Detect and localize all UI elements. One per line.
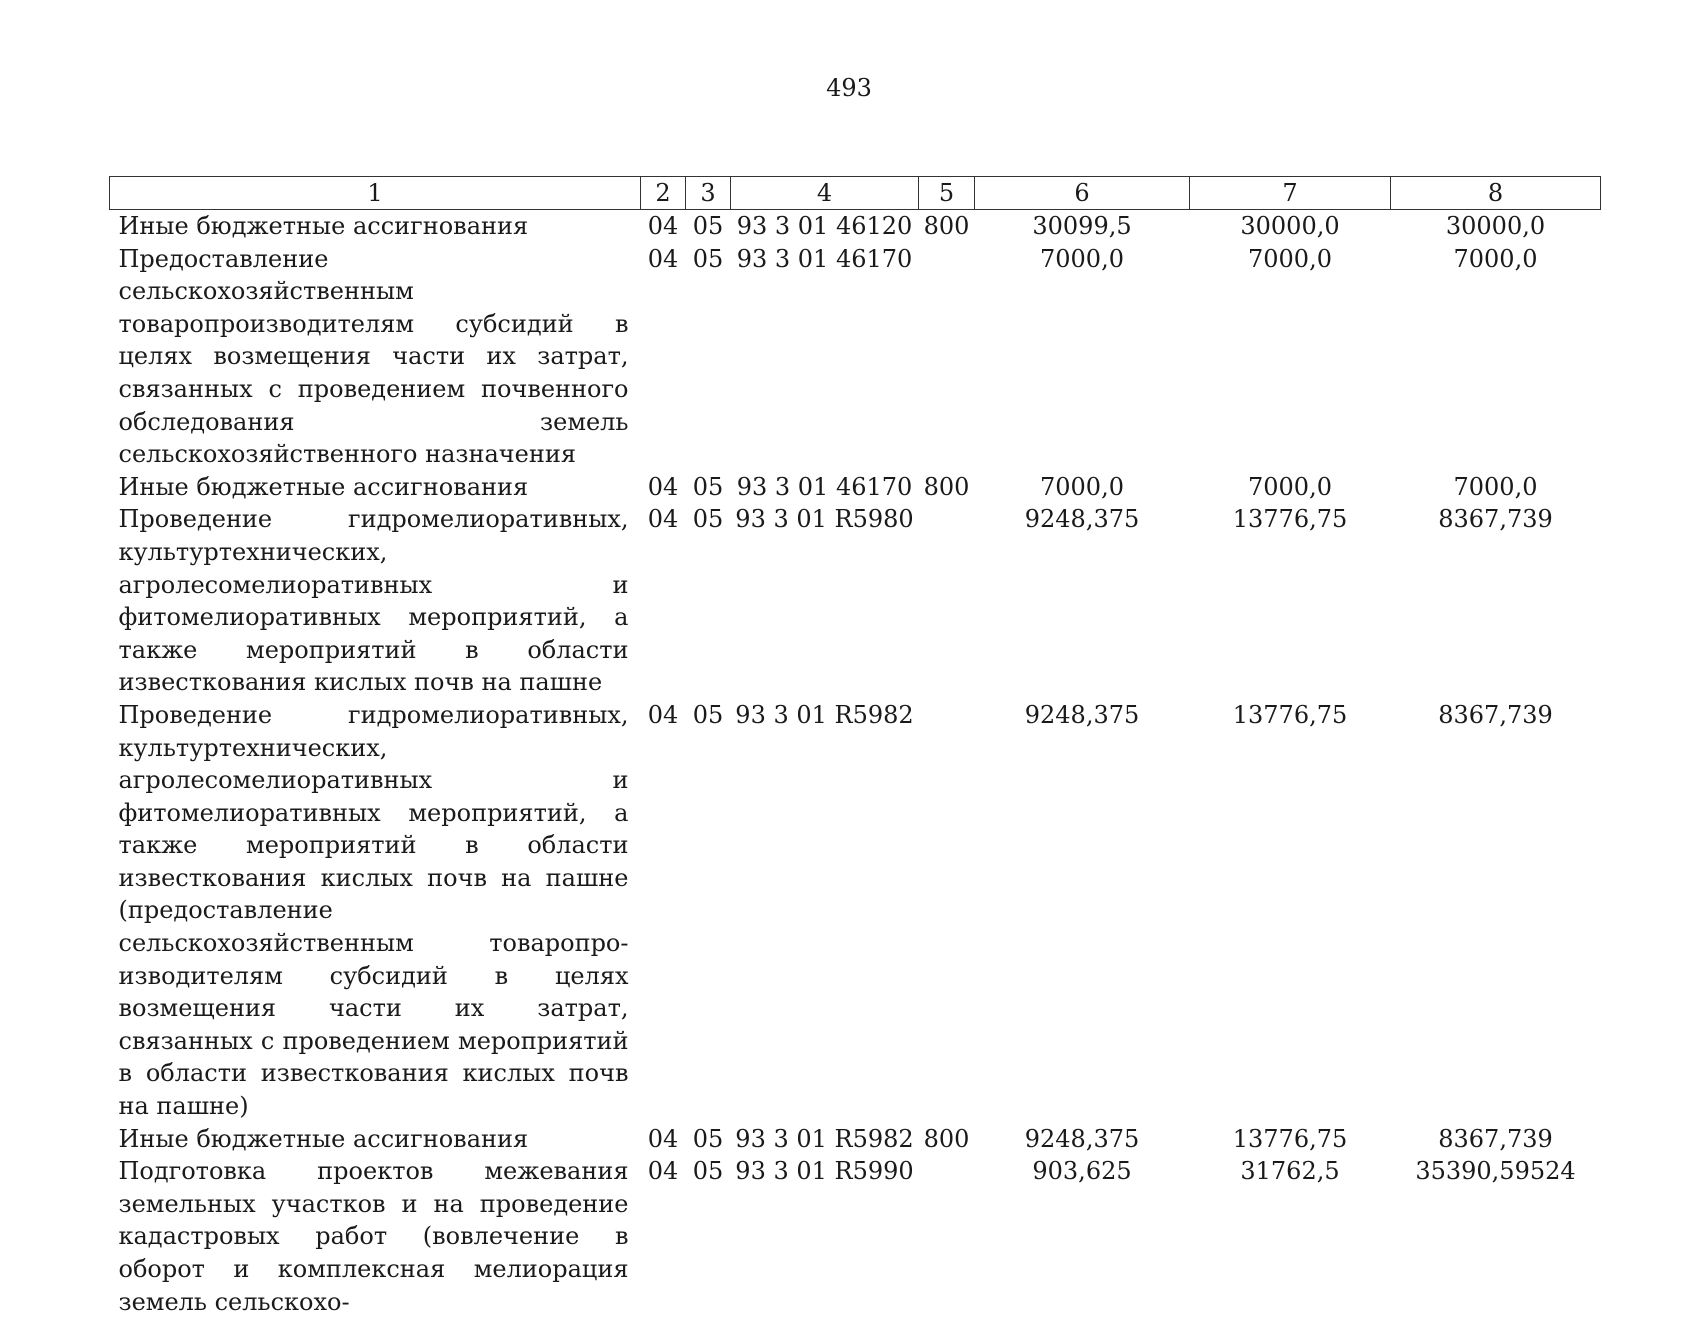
- row-amount-6: 9248,375: [1024, 700, 1140, 729]
- row-expense-type: [919, 699, 975, 1123]
- row-expense-type: [919, 503, 975, 699]
- row-name: Иные бюджетные ассигнования: [118, 1124, 529, 1153]
- row-target-item: 93 3 01 46170: [736, 472, 913, 501]
- row-expense-type: 800: [923, 1124, 970, 1153]
- row-amount-6: 7000,0: [1040, 244, 1124, 273]
- column-header-8: 8: [1391, 177, 1601, 210]
- row-amount-6: 9248,375: [1024, 1124, 1140, 1153]
- row-amount-8: 8367,739: [1438, 700, 1553, 729]
- row-amount-6: 903,625: [1032, 1157, 1132, 1186]
- table-row: [110, 1155, 1601, 1318]
- row-target-item: 93 3 01 46120: [736, 212, 913, 240]
- row-amount-7: 13776,75: [1232, 505, 1348, 534]
- row-amount-8: 7000,0: [1453, 472, 1538, 501]
- row-expense-type: 800: [923, 472, 970, 501]
- row-amount-8: 35390,59524: [1415, 1157, 1576, 1186]
- page-number: 493: [826, 74, 872, 102]
- row-amount-7: 7000,0: [1248, 244, 1332, 273]
- row-amount-8: 7000,0: [1453, 244, 1538, 273]
- row-amount-7: 31762,5: [1240, 1157, 1340, 1186]
- row-subsection: 05: [692, 1124, 724, 1153]
- row-subsection: 05: [692, 212, 724, 240]
- row-section: 04: [647, 1157, 679, 1186]
- row-name: Проведение гидромелиоративных, культуртехнических, агролесомелиоративных и фитомелиоративных мероприятий, а также мероприятий в области известкования кислых почв на пашне: [118, 505, 629, 697]
- row-target-item: 93 3 01 R5990: [735, 1157, 914, 1186]
- row-amount-7: 7000,0: [1248, 472, 1332, 501]
- row-section: 04: [647, 1124, 679, 1153]
- row-amount-7: 13776,75: [1232, 700, 1348, 729]
- column-header-1: 1: [110, 177, 641, 210]
- row-subsection: 05: [692, 505, 724, 534]
- row-target-item: 93 3 01 R5982: [735, 1124, 914, 1153]
- row-section: 04: [647, 212, 679, 240]
- column-header-6: 6: [975, 177, 1190, 210]
- row-section: 04: [647, 244, 679, 273]
- table-row: [110, 243, 1601, 471]
- row-amount-6: 30099,5: [1032, 212, 1132, 240]
- row-name: Подготовка проектов межевания земельных участков и на проведение кадастровых работ (вовлечение в оборот и комплексная мелиорация земель сельскохо-: [118, 1157, 629, 1316]
- table-row: [110, 471, 1601, 504]
- row-name: Проведение гидромелиоративных, культуртехнических, агролесомелиоративных и фитомелиоративных мероприятий, а также мероприятий в области известкования кислых почв на пашне (предоставление сельскохозяйственным товаропроизводителям субсидий в целях возмещения части их затрат, связанных с проведением мероприятий в области известкования кислых почв на пашне): [118, 700, 629, 1121]
- row-target-item: 93 3 01 R5980: [735, 505, 914, 534]
- row-amount-6: 7000,0: [1040, 472, 1124, 501]
- table-row: [110, 503, 1601, 699]
- column-number-header-row: [110, 177, 1601, 210]
- table-row: [110, 699, 1601, 1123]
- row-subsection: 05: [692, 244, 724, 273]
- column-header-4: 4: [731, 177, 919, 210]
- column-header-5: 5: [919, 177, 975, 210]
- budget-table: [109, 176, 1601, 1318]
- row-section: 04: [647, 505, 679, 534]
- row-section: 04: [647, 700, 679, 729]
- row-expense-type: 800: [923, 212, 970, 240]
- row-expense-type: [919, 1155, 975, 1318]
- row-subsection: 05: [692, 472, 724, 501]
- row-subsection: 05: [692, 700, 724, 729]
- row-name: Иные бюджетные ассигнования: [118, 472, 529, 501]
- table-row: [110, 210, 1601, 243]
- row-target-item: 93 3 01 R5982: [735, 700, 914, 729]
- row-name: Иные бюджетные ассигнования: [118, 212, 529, 240]
- row-section: 04: [647, 472, 679, 501]
- row-amount-7: 13776,75: [1232, 1124, 1348, 1153]
- row-amount-6: 9248,375: [1024, 505, 1140, 534]
- row-amount-8: 8367,739: [1438, 1124, 1553, 1153]
- table-row: [110, 1123, 1601, 1156]
- column-header-2: 2: [641, 177, 686, 210]
- row-subsection: 05: [692, 1157, 724, 1186]
- column-header-7: 7: [1190, 177, 1391, 210]
- row-amount-7: 30000,0: [1240, 212, 1340, 240]
- row-amount-8: 8367,739: [1438, 505, 1553, 534]
- row-name: Предоставление сельскохозяйственным товаропроизводителям субсидий в целях возмещения части их затрат, связанных с проведением почвенного обследования земель сельскохозяйственного назначения: [118, 244, 629, 469]
- column-header-3: 3: [686, 177, 731, 210]
- row-expense-type: [919, 243, 975, 471]
- row-target-item: 93 3 01 46170: [736, 244, 913, 273]
- row-amount-8: 30000,0: [1445, 212, 1546, 240]
